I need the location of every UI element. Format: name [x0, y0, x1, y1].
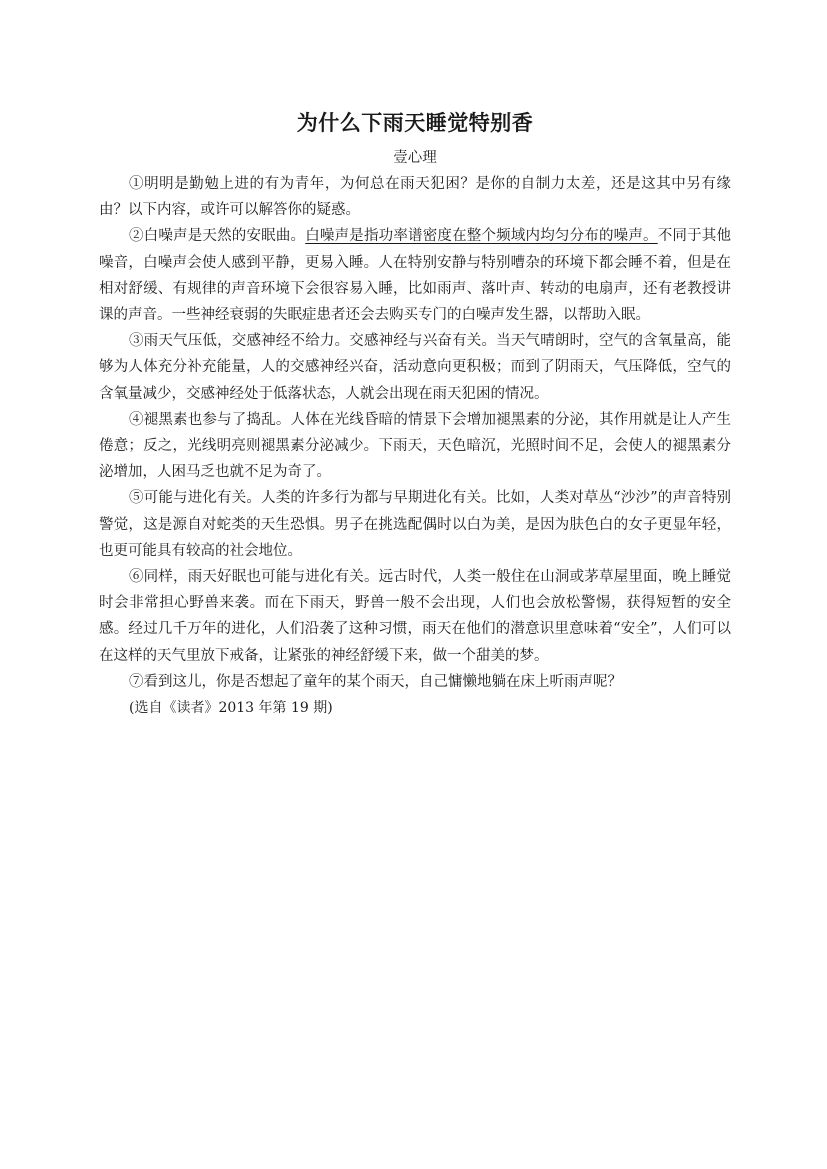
paragraph-3: ③雨天气压低，交感神经不给力。交感神经与兴奋有关。当天气晴朗时，空气的含氧量高，能够为人体充分补充能量，人的交感神经兴奋，活动意向更积极；而到了阴雨天，气压降低，空气的含氧量减少，交感神经处于低落状态，人就会出现在雨天犯困的情况。 [99, 333, 731, 402]
source-citation: (选自《读者》2013 年第 19 期) [129, 700, 333, 717]
paragraph-6: ⑥同样，雨天好眠也可能与进化有关。远古时代，人类一般住在山洞或茅草屋里面，晚上睡觉时会非常担心野兽来袭。而在下雨天，野兽一般不会出现，人们也会放松警惕，获得短暂的安全感。经过几千万年的进化，人们沿袭了这种习惯，雨天在他们的潜意识里意味着“安全”，人们可以在这样的天气里放下戒备，让紧张的神经舒缓下来，做一个甜美的梦。 [99, 569, 731, 664]
paragraph-2 [99, 223, 731, 328]
paragraph-4: ④褪黑素也参与了捣乱。人体在光线昏暗的情景下会增加褪黑素的分泌，其作用就是让人产生倦意；反之，光线明亮则褪黑素分泌减少。下雨天，天色暗沉，光照时间不足，会使人的褪黑素分泌增加，人困马乏也就不足为奇了。 [99, 411, 731, 481]
underlined-definition: 白噪声是指功率谱密度在整个频域内均匀分布的噪声。 [305, 228, 658, 245]
paragraph-1: ①明明是勤勉上进的有为青年，为何总在雨天犯困？是你的自制力太差，还是这其中另有缘由？以下内容，或许可以解答你的疑惑。 [99, 176, 731, 219]
article-title: 为什么下雨天睡觉特别香 [296, 111, 534, 135]
document-page [99, 108, 731, 721]
paragraph-2-rest: 不同于其他噪音，白噪声会使人感到平静，更易入睡。人在特别安静与特别嘈杂的环境下都会睡不着，但是在相对舒缓、有规律的声音环境下会很容易入睡，比如雨声、落叶声、转动的电扇声，还有老教授讲课的声音。一些神经衰弱的失眠症患者还会去购买专门的白噪声发生器，以帮助入眠。 [99, 228, 731, 324]
paragraph-7: ⑦看到这儿，你是否想起了童年的某个雨天，自己慵懒地躺在床上听雨声呢？ [129, 673, 622, 690]
paragraph-2-lead: ②白噪声是天然的安眠曲。 [129, 228, 306, 245]
article-author: 壹心理 [393, 150, 437, 166]
paragraph-5: ⑤可能与进化有关。人类的许多行为都与早期进化有关。比如，人类对草丛“沙沙”的声音特别警觉，这是源自对蛇类的天生恐惧。男子在挑选配偶时以白为美，是因为肤色白的女子更显年轻，也更可能具有较高的社会地位。 [99, 490, 731, 559]
